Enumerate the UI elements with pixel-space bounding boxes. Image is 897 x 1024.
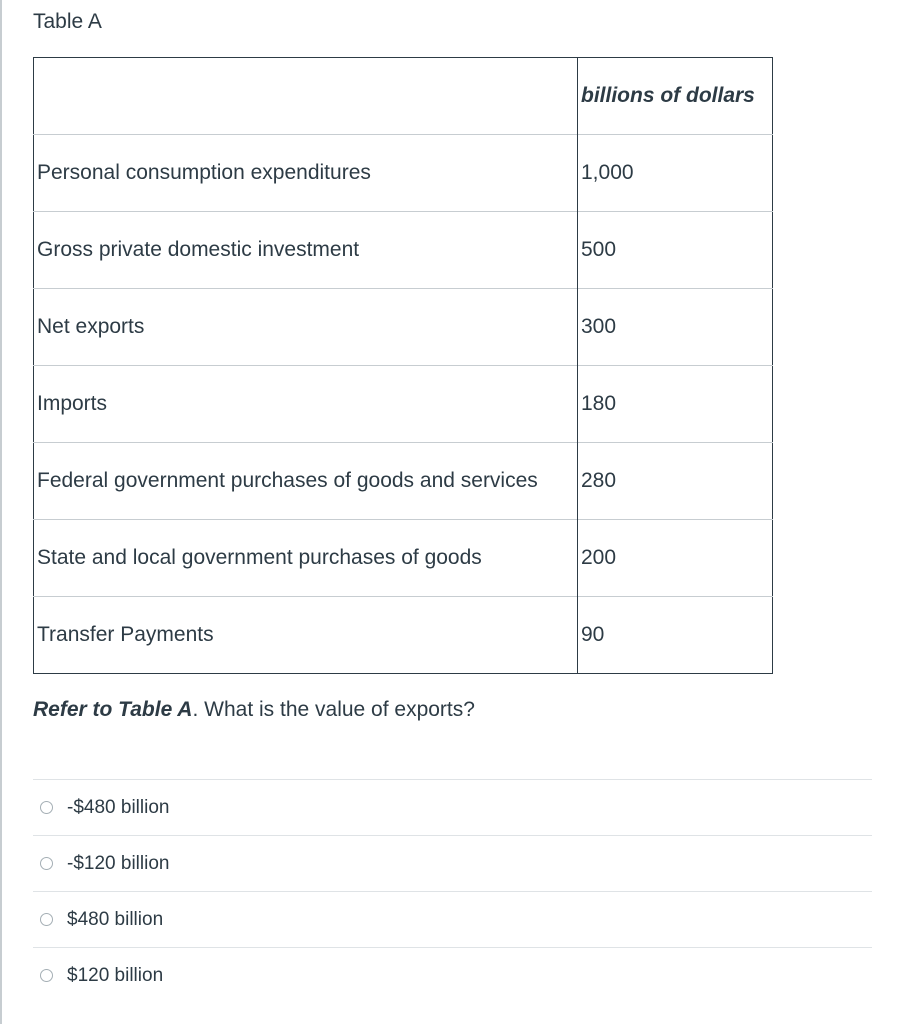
row-label: Federal government purchases of goods and services — [34, 443, 578, 520]
table-title: Table A — [33, 10, 102, 33]
question-reference: Refer to Table A — [33, 698, 193, 721]
radio-button[interactable] — [40, 857, 53, 870]
answer-label[interactable]: $120 billion — [67, 964, 164, 986]
row-value: 180 — [578, 366, 773, 443]
header-units: billions of dollars — [581, 84, 755, 107]
table-row — [34, 520, 773, 597]
row-value: 200 — [578, 520, 773, 597]
row-value: 300 — [578, 289, 773, 366]
answer-option[interactable] — [33, 836, 872, 892]
answer-label[interactable]: -$120 billion — [67, 852, 170, 874]
table-row — [34, 212, 773, 289]
table-row — [34, 289, 773, 366]
header-value-cell — [578, 58, 773, 135]
table-row — [34, 597, 773, 674]
question-body: . What is the value of exports? — [192, 698, 475, 721]
row-value: 500 — [578, 212, 773, 289]
answer-option[interactable] — [33, 780, 872, 836]
answer-label[interactable]: -$480 billion — [67, 796, 170, 818]
radio-button[interactable] — [40, 801, 53, 814]
header-label-cell — [34, 58, 578, 135]
answer-label[interactable]: $480 billion — [67, 908, 164, 930]
row-label: Personal consumption expenditures — [34, 135, 578, 212]
row-value: 280 — [578, 443, 773, 520]
answer-option[interactable] — [33, 948, 872, 1003]
answer-option[interactable] — [33, 892, 872, 948]
row-label: Net exports — [34, 289, 578, 366]
table-row — [34, 135, 773, 212]
row-label: Gross private domestic investment — [34, 212, 578, 289]
radio-button[interactable] — [40, 969, 53, 982]
question-text — [33, 698, 475, 722]
table-row — [34, 366, 773, 443]
data-table — [33, 57, 773, 674]
radio-button[interactable] — [40, 913, 53, 926]
left-border — [0, 0, 2, 1024]
row-value: 90 — [578, 597, 773, 674]
answer-options — [33, 779, 872, 1003]
table-row — [34, 443, 773, 520]
row-value: 1,000 — [578, 135, 773, 212]
row-label: State and local government purchases of goods — [34, 520, 578, 597]
row-label: Imports — [34, 366, 578, 443]
row-label: Transfer Payments — [34, 597, 578, 674]
table-header-row — [34, 58, 773, 135]
